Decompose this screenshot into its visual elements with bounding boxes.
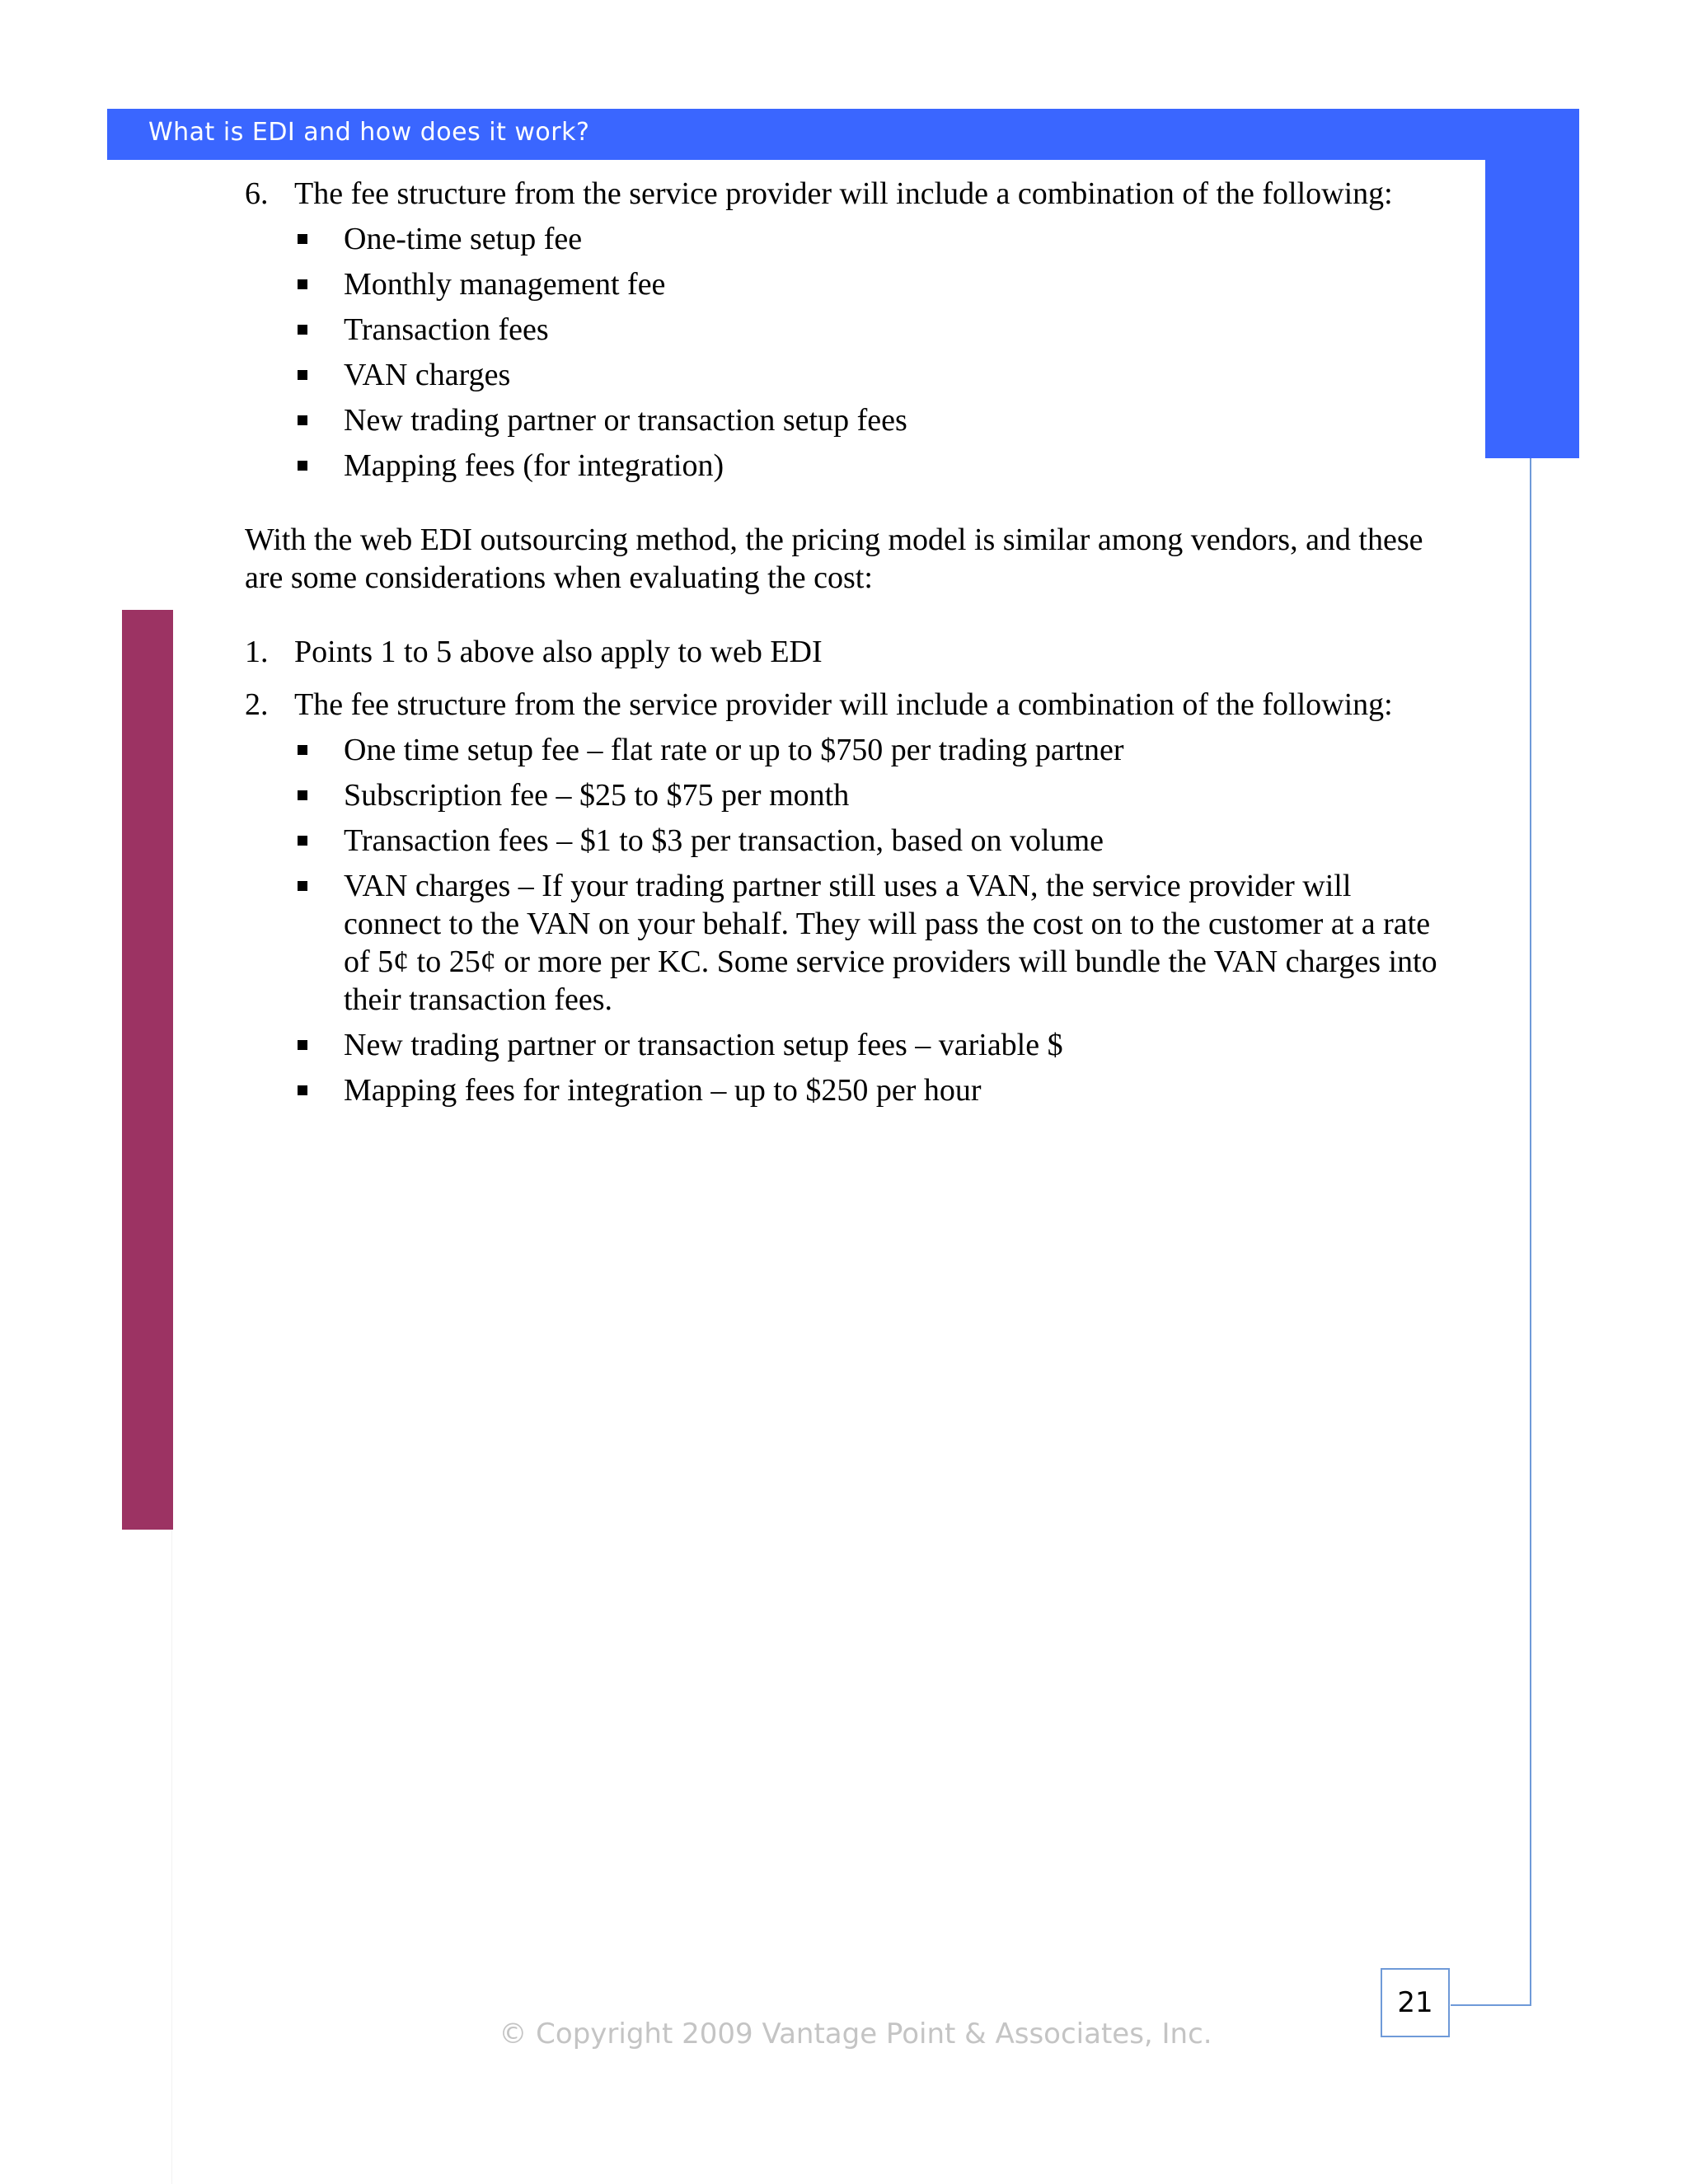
bullet-square-icon (298, 881, 307, 891)
list2-bullet (245, 776, 1456, 814)
bullet-square-icon (298, 790, 307, 800)
page-number-connector (1451, 2004, 1531, 2006)
intro-paragraph: With the web EDI outsourcing method, the pricing model is similar among vendors, and these are some considerations when evaluating the cost: (245, 523, 1423, 595)
list2-bullet (245, 731, 1456, 769)
right-tab-decoration (1485, 109, 1579, 458)
list2-item (245, 633, 1456, 671)
bullet-square-icon (298, 1040, 307, 1050)
list1-bullet (245, 356, 1456, 394)
list2-bullet-text: Mapping fees for integration – up to $250 per hour (344, 1073, 982, 1108)
bullet-square-icon (298, 279, 307, 289)
list2-item (245, 686, 1456, 724)
list1-bullet (245, 220, 1456, 258)
list2-bullet-text: New trading partner or transaction setup fees – variable $ (344, 1028, 1063, 1062)
list2-bullet (245, 822, 1456, 860)
list1-bullet-text: One-time setup fee (344, 222, 583, 256)
list1-bullet-text: Transaction fees (344, 312, 549, 347)
bullet-square-icon (298, 370, 307, 380)
page-number: 21 (1381, 1968, 1450, 2037)
list2-bullet (245, 1026, 1456, 1064)
list2-bullet (245, 867, 1456, 1019)
list1-bullet (245, 447, 1456, 485)
bullet-square-icon (298, 745, 307, 755)
list2-bullet-text: One time setup fee – flat rate or up to $750 per trading partner (344, 733, 1124, 767)
list2-bullet-text: Subscription fee – $25 to $75 per month (344, 778, 850, 813)
list2-item-number: 1. (245, 635, 269, 669)
list1-bullet (245, 311, 1456, 349)
list2-bullet-text: VAN charges – If your trading partner still uses a VAN, the service provider will connect to the VAN on your behalf. They will pass the cost on to the customer at a rate of 5¢ to 25¢ or more per KC. Some service providers will bundle the VAN charges into their transaction fees. (344, 869, 1437, 1017)
left-accent-bar (122, 610, 173, 1530)
list1-bullet (245, 401, 1456, 439)
left-faint-line (171, 1530, 172, 2184)
list1-bullet-text: New trading partner or transaction setup fees (344, 403, 907, 438)
list1-bullet (245, 265, 1456, 303)
page-content (245, 175, 1456, 1109)
bullet-square-icon (298, 415, 307, 425)
bullet-square-icon (298, 325, 307, 335)
list2-item-text: Points 1 to 5 above also apply to web EDI (294, 635, 823, 669)
list2-item-number: 2. (245, 687, 269, 722)
list1-item-text: The fee structure from the service provider will include a combination of the following: (294, 176, 1393, 211)
header-title: What is EDI and how does it work? (148, 118, 590, 147)
bullet-square-icon (298, 461, 307, 471)
list2-bullets (245, 731, 1456, 1109)
list1-bullet-text: Mapping fees (for integration) (344, 448, 724, 483)
list2-item-text: The fee structure from the service provider will include a combination of the following: (294, 687, 1393, 722)
list2-bullet-text: Transaction fees – $1 to $3 per transaction, based on volume (344, 823, 1104, 858)
bullet-square-icon (298, 836, 307, 846)
list1-item-number: 6. (245, 176, 269, 211)
bullet-square-icon (298, 1085, 307, 1095)
list1-item (245, 175, 1456, 213)
copyright-footer: © Copyright 2009 Vantage Point & Associates, Inc. (499, 2018, 1212, 2050)
list2-bullet (245, 1071, 1456, 1109)
right-frame-line (1530, 458, 1531, 2006)
list2 (245, 633, 1456, 1109)
list1-bullets (245, 220, 1456, 485)
list1-bullet-text: VAN charges (344, 358, 511, 392)
list1-bullet-text: Monthly management fee (344, 267, 666, 302)
bullet-square-icon (298, 234, 307, 244)
